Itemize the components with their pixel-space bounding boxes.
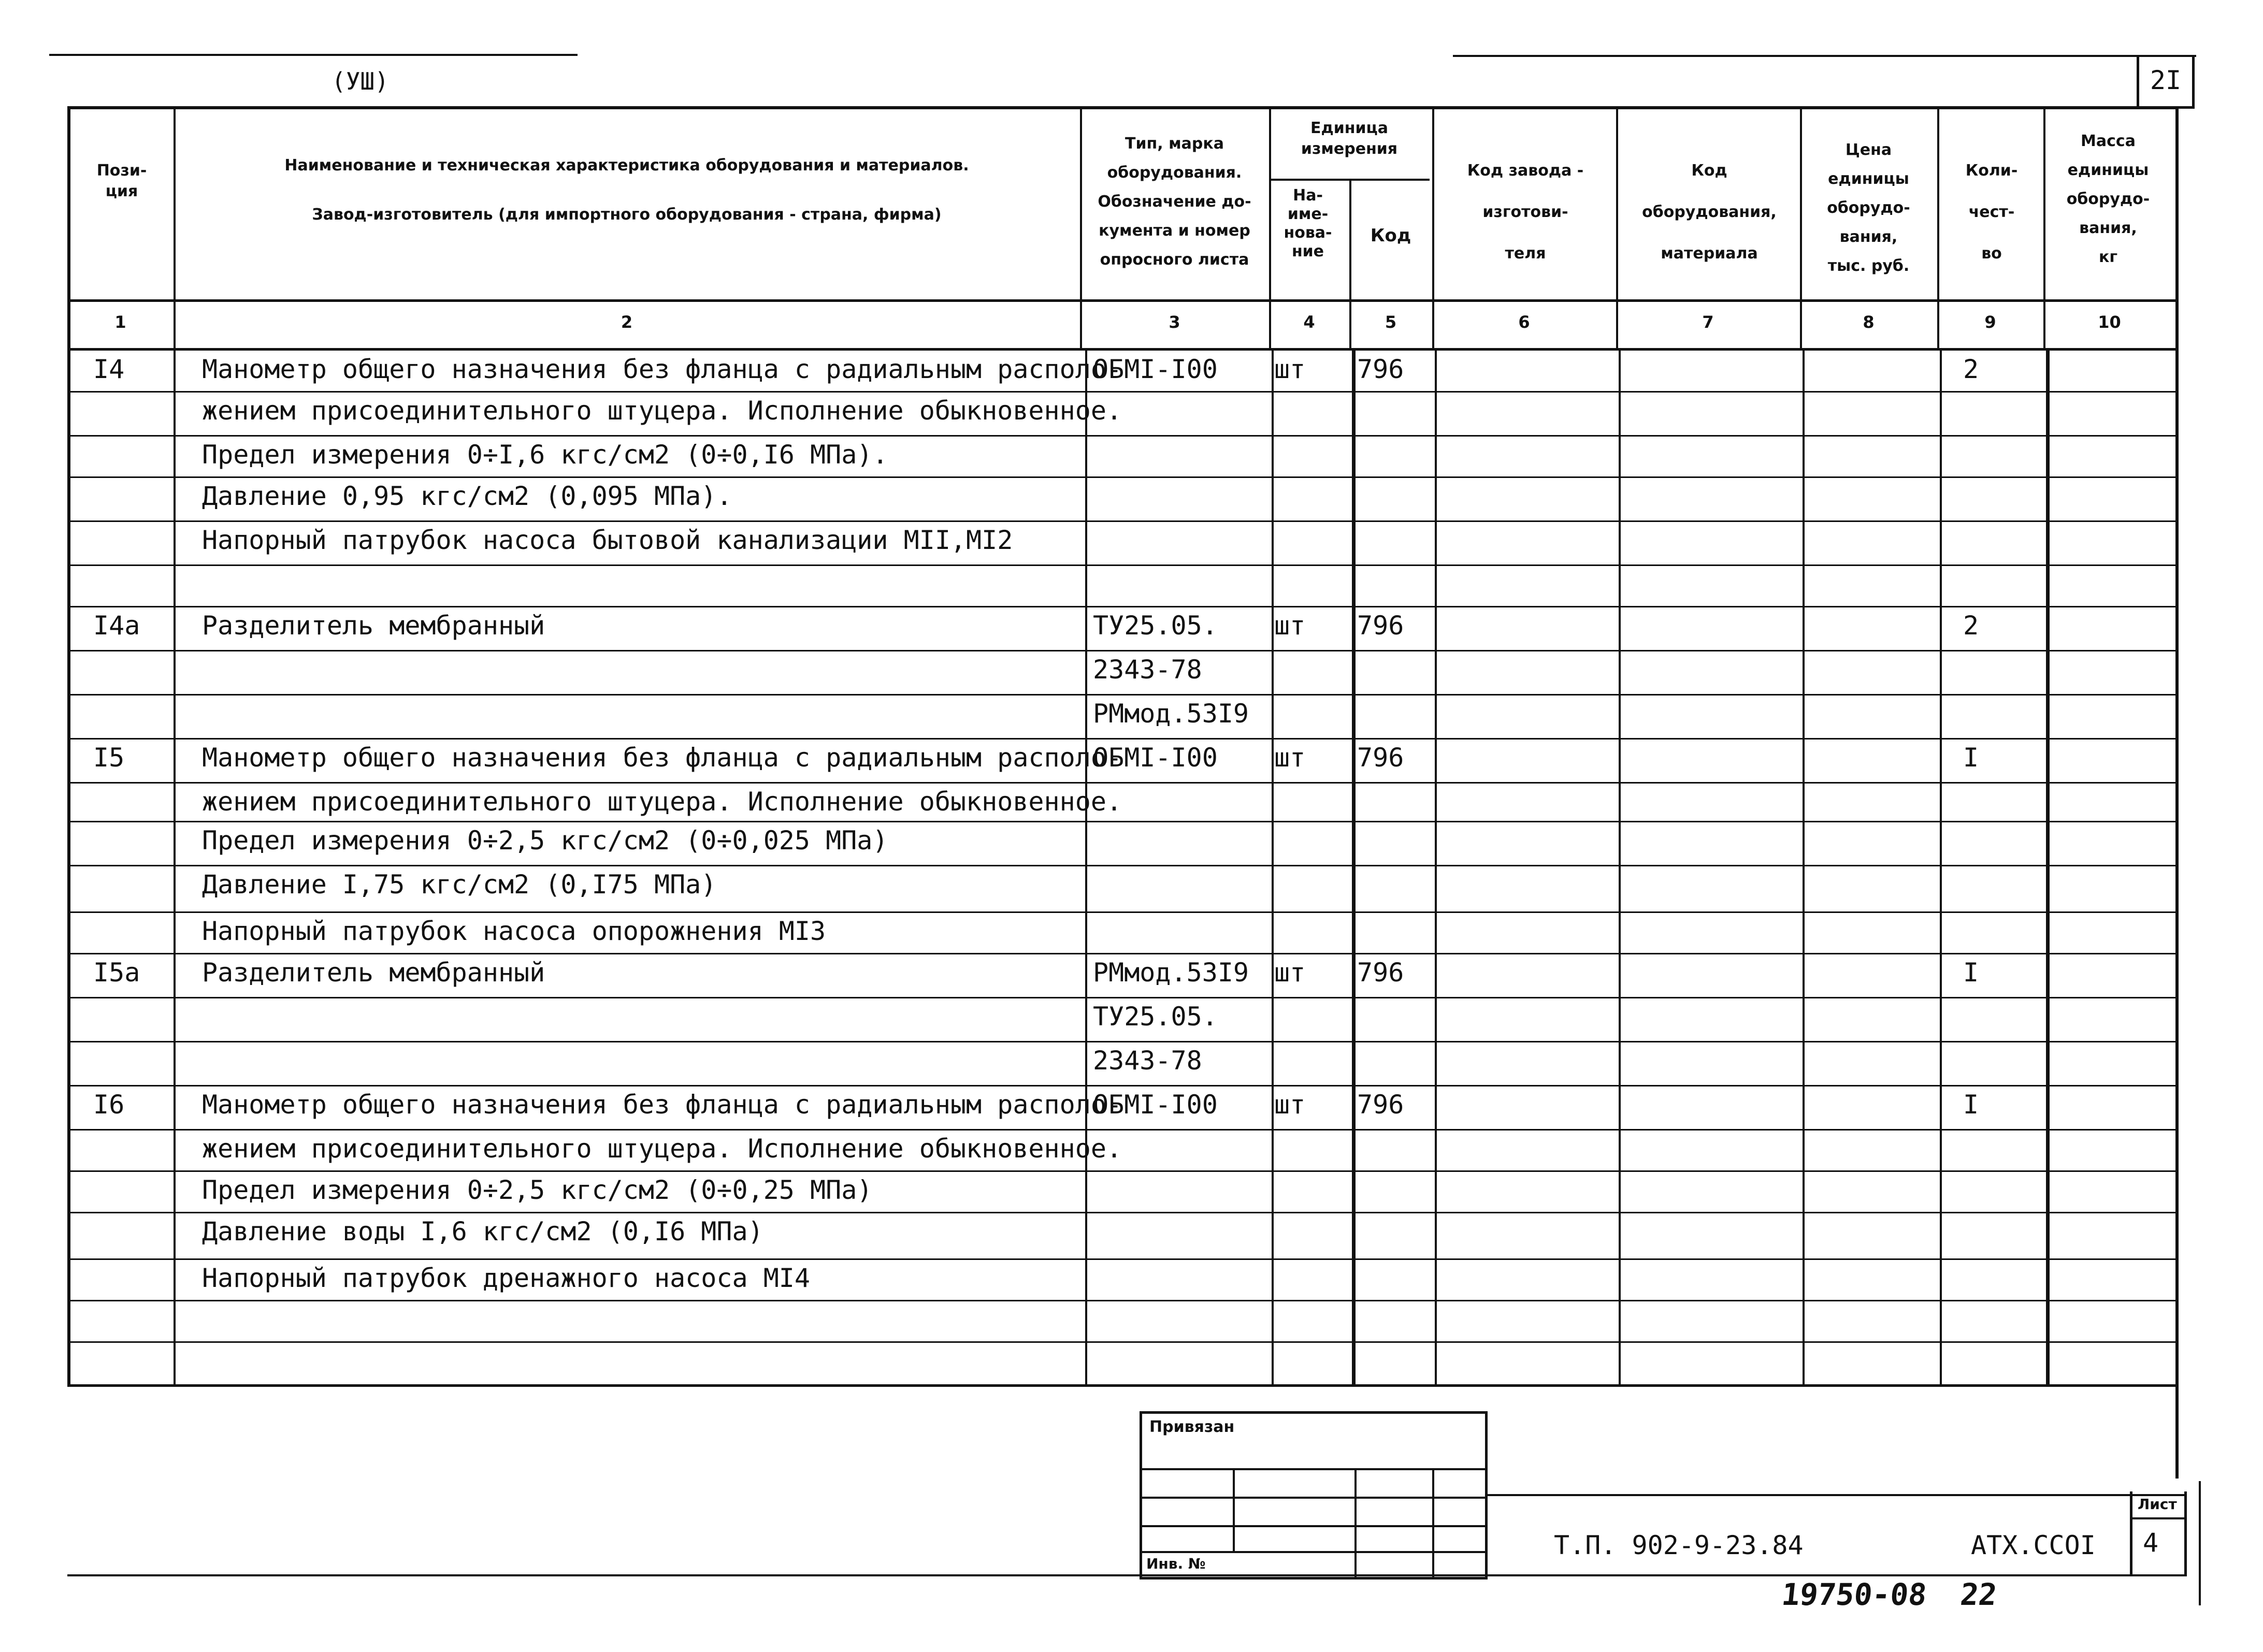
unit-code-cell: 796 [1357,1090,1404,1120]
name-cell: Давление воды I,6 кгс/см2 (0,I6 МПа) [202,1216,763,1247]
header-column-rule [2043,106,2045,348]
type-cell: РМмод.53I9 [1093,699,1249,729]
quantity-cell: 2 [1963,354,1979,384]
table-right-border [2175,106,2179,1479]
name-cell: Предел измерения 0÷2,5 кгс/см2 (0÷0,25 МПа) [202,1175,873,1205]
column-number: 9 [1984,312,1996,332]
row-rule [67,1341,2175,1343]
name-cell: Напорный патрубок насоса бытовой канализации МII,МI2 [202,525,1013,555]
stamp-sheet-number: 4 [2143,1528,2159,1558]
table-left-border [67,106,70,1385]
footer-page: 22 [1958,1577,1999,1612]
top-rule-right [1453,55,2196,57]
header-column-rule [174,106,176,348]
header-col7: Код оборудования, материала [1642,162,1777,263]
position-cell: I6 [93,1090,125,1120]
position-cell: I5 [93,743,125,773]
row-rule [67,911,2175,913]
name-cell: жением присоединительного штуцера. Исполнение обыкновенное. [202,1134,1122,1164]
name-cell: Разделитель мембранный [202,611,545,641]
row-rule [67,1258,2175,1260]
stamp-top-rule [1488,1494,2187,1496]
body-column-rule [1803,348,1805,1385]
name-cell: Напорный патрубок насоса опорожнения МI3 [202,916,826,946]
header-column-rule [1269,106,1271,348]
type-cell: 2343-78 [1093,655,1202,685]
row-rule [67,782,2175,784]
row-rule [67,997,2175,998]
header-col10: Масса единицы оборудо- вания, кг [2066,132,2150,266]
header-column-rule [1432,106,1434,348]
body-column-rule [1352,348,1356,1385]
column-number: 2 [621,312,633,332]
header-col5: Код [1370,225,1411,246]
type-cell: РМмод.53I9 [1093,958,1249,988]
row-rule [67,821,2175,822]
header-col6: Код завода - изготови- теля [1467,162,1584,263]
row-rule [67,1085,2175,1086]
header-column-rule [1937,106,1939,348]
header-column-rule [1080,106,1082,348]
quantity-cell: I [1963,958,1979,988]
stamp-doc-code: Т.П. 902-9-23.84 [1554,1530,1804,1560]
header-col3: Тип, марка оборудования. Обозначение до- кумента и номер опросного листа [1098,135,1251,269]
column-number: 10 [2098,312,2121,332]
stamp-mark: АТХ.ССОI [1971,1530,2096,1560]
unit-code-cell: 796 [1357,743,1404,773]
row-rule [67,1212,2175,1213]
header-col1: Пози- ция [96,162,147,200]
unit-cell: шт [1274,743,1306,773]
name-cell: жением присоединительного штуцера. Исполнение обыкновенное. [202,787,1122,817]
column-number: 7 [1702,312,1714,332]
row-rule [67,1385,2175,1387]
quantity-cell: I [1963,1090,1979,1120]
position-cell: I5а [93,958,140,988]
name-cell: жением присоединительного штуцера. Исполнение обыкновенное. [202,396,1122,426]
header-col2-line2: Завод-изготовитель (для импортного оборудования - страна, фирма) [312,206,942,224]
type-cell: ТУ25.05. [1093,1002,1218,1032]
position-cell: I4 [93,354,125,384]
row-rule [67,1129,2175,1131]
page-number: 2I [2150,65,2182,95]
name-cell: Давление 0,95 кгс/см2 (0,095 МПа). [202,481,732,511]
table-top-border [67,106,2175,109]
quantity-cell: 2 [1963,611,1979,641]
unit-cell: шт [1274,1090,1306,1120]
row-rule [67,520,2175,522]
row-rule [67,435,2175,437]
right-margin-line [2199,1481,2201,1605]
body-column-rule [2046,348,2050,1385]
position-cell: I4а [93,611,140,641]
body-column-rule [1940,348,1942,1385]
body-column-rule [1085,348,1087,1385]
footer-code: 19750-08 [1780,1577,1928,1612]
column-number: 8 [1863,312,1875,332]
name-cell: Предел измерения 0÷2,5 кгс/см2 (0÷0,025 МПа) [202,825,888,856]
colnum-bottom-rule [67,348,2175,351]
row-rule [67,1170,2175,1172]
header-col9: Коли- чест- во [1965,162,2018,263]
name-cell: Манометр общего назначения без фланца с радиальным располо- [202,354,1122,384]
row-rule [67,865,2175,866]
column-number: 1 [114,312,126,332]
type-cell: ОБМI-I00 [1093,1090,1218,1120]
stamp-bottom-rule [67,1574,2187,1576]
body-column-rule [1619,348,1621,1385]
unit-code-cell: 796 [1357,354,1404,384]
body-column-rule [1272,348,1274,1385]
body-column-rule [1435,348,1437,1385]
unit-cell: шт [1274,611,1306,641]
row-rule [67,1041,2175,1042]
column-number: 6 [1518,312,1530,332]
stamp-sheet-label: Лист [2138,1496,2177,1513]
name-cell: Предел измерения 0÷I,6 кгс/см2 (0÷0,I6 МПа). [202,440,888,470]
header-bottom-rule [67,299,2175,302]
type-cell: ОБМI-I00 [1093,354,1218,384]
row-rule [67,953,2175,954]
row-rule [67,1300,2175,1301]
type-cell: ТУ25.05. [1093,611,1218,641]
header-col4: На- име- нова- ние [1284,186,1332,260]
stamp-inv-label: Инв. № [1146,1555,1206,1572]
row-rule [67,476,2175,478]
quantity-cell: I [1963,743,1979,773]
type-cell: ОБМI-I00 [1093,743,1218,773]
row-rule [67,564,2175,566]
name-cell: Давление I,75 кгс/см2 (0,I75 МПа) [202,870,717,900]
name-cell: Манометр общего назначения без фланца с радиальным располо- [202,1090,1122,1120]
page-number-box [2137,57,2195,109]
top-rule-left [49,54,578,56]
stamp-sheet-box [2130,1491,2187,1575]
name-cell: Манометр общего назначения без фланца с радиальным располо- [202,743,1122,773]
column-number: 3 [1169,312,1180,332]
header-units-group: Единица измерения [1301,119,1398,158]
sheet-label: (УШ) [331,67,389,95]
name-cell: Разделитель мембранный [202,958,545,988]
header-col8: Цена единицы оборудо- вания, тыс. руб. [1827,141,1910,275]
unit-code-cell: 796 [1357,611,1404,641]
unit-cell: шт [1274,354,1306,384]
header-column-rule [1616,106,1618,348]
type-cell: 2343-78 [1093,1046,1202,1076]
column-number: 4 [1303,312,1315,332]
column-number: 5 [1385,312,1397,332]
body-column-rule [174,348,176,1385]
header-col2-line1: Наименование и техническая характеристика оборудования и материалов. [284,156,969,175]
row-rule [67,391,2175,393]
row-rule [67,694,2175,695]
name-cell: Напорный патрубок дренажного насоса МI4 [202,1263,810,1293]
row-rule [67,738,2175,740]
stamp-attached-box [1140,1411,1488,1579]
unit-cell: шт [1274,958,1306,988]
header-column-rule [1800,106,1802,348]
row-rule [67,650,2175,651]
unit-code-cell: 796 [1357,958,1404,988]
row-rule [67,606,2175,607]
stamp-attached-label: Привязан [1149,1418,1235,1436]
